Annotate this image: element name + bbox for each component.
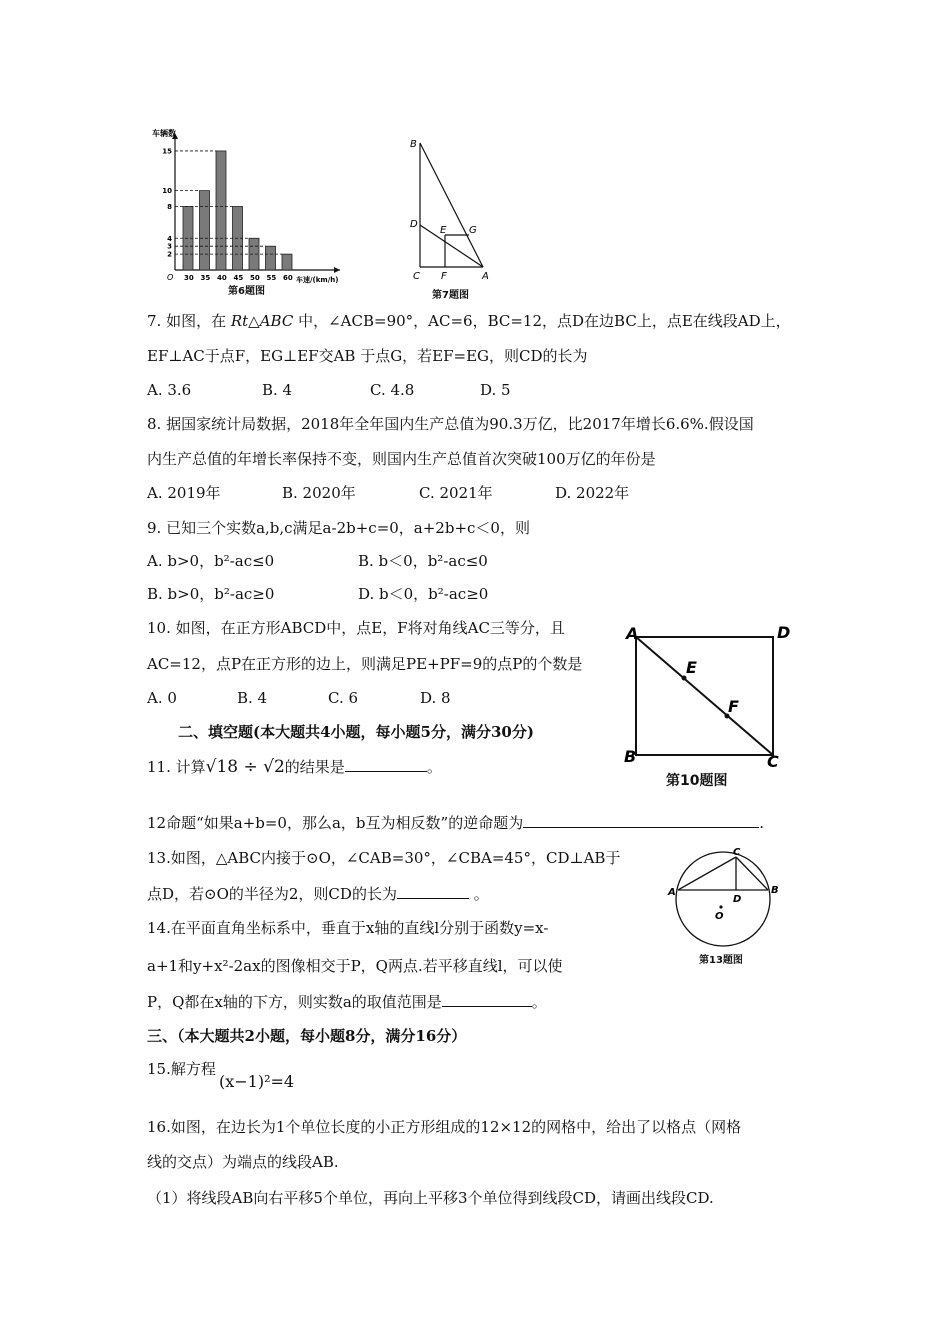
fig13-caption: 第13题图	[699, 955, 743, 966]
q9-option-b: B. b＜0，b²-ac≤0	[358, 552, 488, 570]
fig13-label-a: A	[668, 887, 676, 898]
fig7-label-d: D	[410, 219, 418, 230]
fig10-label-b: B	[624, 747, 637, 766]
fig10-caption: 第10题图	[666, 773, 728, 789]
fig6-y-label: 车辆数	[152, 129, 176, 138]
q13-line1: 13.如图，△ABC内接于⊙O，∠CAB=30°，∠CBA=45°，CD⊥AB于	[147, 849, 621, 867]
fig6-x-arrow	[334, 267, 340, 273]
fig13-side-ac	[678, 857, 736, 890]
q10-option-a: A. 0	[147, 689, 177, 707]
q7-option-d: D. 5	[480, 381, 511, 399]
fig6-x-tick: 50	[250, 274, 260, 282]
fig10-label-d: D	[777, 623, 791, 642]
q14-line3: P，Q都在x轴的下方，则实数a的取值范围是 。	[147, 993, 547, 1011]
q15-label: 15.解方程	[147, 1060, 216, 1078]
fig6-y-tick: 4	[167, 234, 172, 243]
q12-line: 12命题“如果a+b=0，那么a，b互为相反数”的逆命题为 .	[147, 814, 764, 832]
q10-line1: 10. 如图，在正方形ABCD中，点E，F将对角线AC三等分，且	[147, 619, 565, 637]
figure-10	[620, 620, 800, 790]
q16-line3: （1）将线段AB向右平移5个单位，再向上平移3个单位得到线段CD，请画出线段CD.	[147, 1189, 714, 1207]
fig7-label-b: B	[410, 139, 417, 150]
fig7-diagram	[405, 135, 505, 300]
fig6-bar	[200, 191, 210, 270]
q16-line1: 16.如图，在边长为1个单位长度的小正方形组成的12×12的网格中，给出了以格点（网格	[147, 1118, 742, 1136]
q14-line1: 14.在平面直角坐标系中，垂直于x轴的直线l分别于函数y=x-	[147, 919, 549, 937]
q7-line2: EF⊥AC于点F，EG⊥EF交AB 于点G，若EF=EG，则CD的长为	[147, 347, 588, 365]
fig6-bar	[216, 151, 226, 270]
q7-option-b: B. 4	[262, 381, 293, 399]
q8-option-b: B. 2020年	[282, 484, 356, 502]
q11-answer-blank[interactable]	[345, 757, 427, 772]
q11-line: 11. 计算√18 ÷ √2的结果是 。	[147, 757, 442, 777]
q10-option-c: C. 6	[328, 689, 359, 707]
fig6-x-tick: 30	[184, 274, 194, 282]
q11-expression: √18 ÷ √2	[205, 757, 285, 777]
fig6-origin: O	[167, 273, 174, 282]
fig10-label-f: F	[728, 697, 739, 716]
fig7-label-a: A	[482, 271, 489, 282]
fig6-caption: 第6题图	[228, 286, 265, 297]
figure-7	[405, 135, 505, 300]
fig6-x-tick: 35	[200, 274, 211, 282]
section2-heading: 二、填空题(本大题共4小题，每小题5分，满分30分)	[178, 723, 534, 741]
fig10-label-c: C	[767, 752, 779, 771]
q15-equation: (x−1)²=4	[219, 1072, 295, 1091]
fig13-label-b: B	[771, 885, 779, 896]
fig6-x-tick: 60	[283, 274, 293, 282]
figure-13	[663, 845, 788, 970]
fig10-label-e: E	[686, 658, 697, 677]
q13-answer-blank[interactable]	[397, 884, 469, 899]
fig7-label-c: C	[413, 271, 420, 282]
fig6-x-tick: 55	[266, 274, 277, 282]
fig6-y-tick: 10	[162, 187, 172, 196]
section3-heading: 三、（本大题共2小题，每小题8分，满分16分）	[147, 1027, 467, 1045]
fig10-diagonal-ac	[636, 637, 773, 755]
q12-answer-blank[interactable]	[523, 813, 759, 828]
fig6-x-label: 车速/(km/h)	[296, 276, 339, 284]
q8-line2: 内生产总值的年增长率保持不变，则国内生产总值首次突破100万亿的年份是	[147, 450, 656, 468]
fig6-x-tick: 45	[233, 274, 244, 282]
fig13-label-d: D	[733, 894, 742, 905]
q14-answer-blank[interactable]	[442, 992, 532, 1007]
figure-6	[150, 125, 365, 300]
fig6-bar	[266, 246, 276, 270]
q8-option-c: C. 2021年	[419, 484, 493, 502]
fig6-y-tick: 15	[162, 147, 172, 156]
q16-line2: 线的交点）为端点的线段AB.	[147, 1153, 339, 1171]
fig13-label-o: O	[715, 911, 724, 922]
fig13-center-o	[719, 905, 722, 908]
fig10-diagram	[620, 620, 800, 790]
fig6-bar-chart	[150, 125, 365, 300]
fig6-x-tick: 40	[217, 274, 227, 282]
q7-option-a: A. 3.6	[147, 381, 192, 399]
q10-option-d: D. 8	[420, 689, 451, 707]
q14-line2: a+1和y+x²-2ax的图像相交于P，Q两点.若平移直线l，可以使	[147, 957, 563, 975]
fig7-label-e: E	[440, 225, 447, 236]
fig7-side-ab	[420, 143, 483, 267]
q9-option-d: D. b＜0，b²-ac≥0	[358, 585, 489, 603]
fig6-y-tick: 2	[167, 250, 172, 259]
q13-line2: 点D，若⊙O的半径为2，则CD的长为 。	[147, 885, 489, 903]
fig7-caption: 第7题图	[432, 290, 469, 301]
fig7-label-g: G	[469, 225, 477, 236]
q8-option-a: A. 2019年	[147, 484, 221, 502]
fig10-label-a: A	[626, 624, 639, 643]
q9-option-a: A. b>0，b²-ac≤0	[147, 552, 275, 570]
q8-option-d: D. 2022年	[555, 484, 630, 502]
fig13-circle-o	[676, 852, 770, 946]
q7-option-c: C. 4.8	[370, 381, 415, 399]
fig6-y-tick: 3	[167, 242, 172, 251]
q10-option-b: B. 4	[237, 689, 268, 707]
q8-line1: 8. 据国家统计局数据，2018年全年国内生产总值为90.3万亿，比2017年增长6.6%.假设国	[147, 415, 754, 433]
q7-line1: 7. 如图，在 Rt△ABC 中，∠ACB=90°，AC=6，BC=12，点D在边BC上，点E在线段AD上，	[147, 312, 791, 330]
q9-option-c: B. b>0，b²-ac≥0	[147, 585, 275, 603]
q10-line2: AC=12，点P在正方形的边上，则满足PE+PF=9的点P的个数是	[147, 655, 583, 673]
fig6-bar	[282, 254, 292, 270]
q9-line1: 9. 已知三个实数a,b,c满足a-2b+c=0，a+2b+c＜0，则	[147, 519, 530, 537]
fig6-y-tick: 8	[167, 203, 172, 211]
fig7-label-f: F	[441, 271, 447, 282]
fig13-label-c: C	[733, 847, 741, 858]
